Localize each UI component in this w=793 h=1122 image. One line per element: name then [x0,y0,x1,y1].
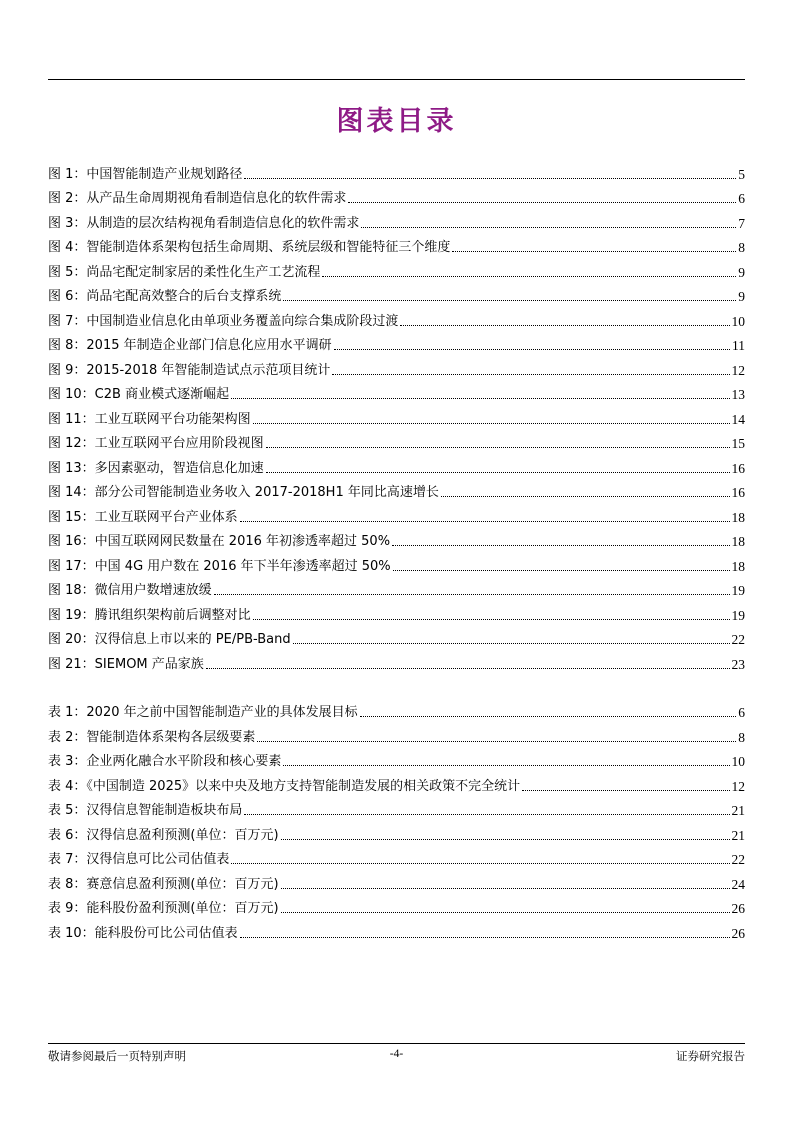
toc-entry-label: 表 3：企业两化融合水平阶段和核心要素 [48,754,282,769]
footer-report-type: 证券研究报告 [676,1049,745,1063]
toc-entry-label: 图 11：工业互联网平台功能架构图 [48,411,251,427]
toc-entry-label: 图 9：2015-2018 年智能制造试点示范项目统计 [48,362,331,378]
toc-entry-label: 图 4：智能制造体系架构包括生命周期、系统层级和智能特征三个维度 [48,240,451,255]
dot-leader [266,447,730,448]
toc-entry-label: 图 17：中国 4G 用户数在 2016 年下半年渗透率超过 50% [48,558,391,574]
toc-entry-page: 6 [738,191,745,206]
toc-entry-label: 表 1：2020 年之前中国智能制造产业的具体发展目标 [48,705,358,720]
dot-leader [522,790,729,791]
dot-leader [322,276,736,277]
toc-entry-label: 表 8：赛意信息盈利预测(单位：百万元) [48,876,279,892]
toc-entry-page: 9 [738,264,745,280]
toc-entry-label: 图 16：中国互联网网民数量在 2016 年初渗透率超过 50% [48,534,391,549]
toc-entry-page: 23 [731,656,745,672]
toc-entry[interactable] [48,794,745,819]
toc-entry-page: 8 [738,729,745,745]
toc-entry[interactable] [48,353,745,378]
dot-leader [348,202,736,203]
toc-entry-label: 图 15：工业互联网平台产业体系 [48,509,238,525]
dot-leader [266,472,730,473]
toc-entry-label: 表 4：《中国制造 2025》以来中央及地方支持智能制造发展的相关政策不完全统计 [48,778,521,794]
toc-entry-label: 图 19：腾讯组织架构前后调整对比 [48,607,251,623]
toc-entry[interactable] [48,867,745,892]
dot-leader [253,423,730,424]
toc-entry[interactable] [48,525,745,550]
toc-entry-page: 26 [731,925,745,941]
dot-leader [283,765,729,766]
toc-entry-page: 19 [731,583,745,598]
toc-entry-label: 图 13：多因素驱动，智造信息化加速 [48,460,264,476]
toc-entry[interactable] [48,476,745,501]
toc-entry-label: 图 1：中国智能制造产业规划路径 [48,166,243,182]
toc-entry[interactable] [48,231,745,256]
toc-entry-label: 表 5：汉得信息智能制造板块布局 [48,803,243,818]
toc-entry-page: 11 [732,338,745,353]
dot-leader [281,912,730,913]
section-gap [48,672,745,696]
toc-entry-page: 26 [731,901,745,916]
footer-disclaimer: 敬请参阅最后一页特别声明 [48,1049,186,1063]
toc-entry[interactable] [48,769,745,794]
toc-entry-page: 18 [731,534,745,549]
toc-entry-label: 表 6：汉得信息盈利预测(单位：百万元) [48,827,279,843]
toc-entry-label: 图 8：2015 年制造企业部门信息化应用水平调研 [48,338,332,353]
toc-entry[interactable] [48,720,745,745]
toc-entry-page: 22 [731,852,745,867]
toc-entry-page: 12 [731,362,745,378]
toc-entry[interactable] [48,647,745,672]
toc-entry[interactable] [48,329,745,354]
dot-leader [206,668,730,669]
dot-leader [214,594,730,595]
toc-entry-label: 图 21：SIEMOM 产品家族 [48,656,204,672]
figures-list [48,157,745,672]
toc-entry[interactable] [48,402,745,427]
toc-entry[interactable] [48,818,745,843]
dot-leader [231,398,729,399]
toc-entry-label: 表 10：能科股份可比公司估值表 [48,925,238,941]
dot-leader [244,814,729,815]
toc-entry-page: 18 [731,509,745,525]
toc-entry-label: 图 20：汉得信息上市以来的 PE/PB-Band [48,632,291,647]
toc-entry-page: 21 [731,827,745,843]
dot-leader [400,325,729,326]
toc-entry-label: 图 3：从制造的层次结构视角看制造信息化的软件需求 [48,215,360,231]
toc-entry-page: 21 [731,803,745,818]
toc-entry[interactable] [48,157,745,182]
toc-entry-page: 16 [731,460,745,476]
toc-entry[interactable] [48,280,745,305]
dot-leader [332,374,729,375]
toc-entry-label: 表 9：能科股份盈利预测(单位：百万元) [48,901,279,916]
toc-entry-label: 图 2：从产品生命周期视角看制造信息化的软件需求 [48,191,347,206]
toc-entry[interactable] [48,574,745,599]
header-rule [48,79,745,80]
dot-leader [257,741,736,742]
toc-entry-page: 24 [731,876,745,892]
toc-entry[interactable] [48,500,745,525]
toc-entry-label: 图 7：中国制造业信息化由单项业务覆盖向综合集成阶段过渡 [48,313,399,329]
toc-entry-page: 15 [731,436,745,451]
toc-entry-label: 图 10：C2B 商业模式逐渐崛起 [48,387,230,402]
toc-entry-page: 12 [731,778,745,794]
toc-entry-page: 10 [731,754,745,769]
toc-entry-label: 图 12：工业互联网平台应用阶段视图 [48,436,264,451]
toc-entry[interactable] [48,549,745,574]
dot-leader [393,570,730,571]
toc-entry[interactable] [48,623,745,648]
toc-entry-label: 表 2：智能制造体系架构各层级要素 [48,729,256,745]
toc-entry[interactable] [48,916,745,941]
toc-entry-label: 图 18：微信用户数增速放缓 [48,583,212,598]
dot-leader [283,300,736,301]
dot-leader [361,227,736,228]
dot-leader [253,619,730,620]
toc-entry[interactable] [48,304,745,329]
page-title: 图表目录 [336,106,457,137]
dot-leader [452,251,736,252]
dot-leader [281,839,730,840]
toc-entry-page: 10 [731,313,745,329]
toc-entry-page: 22 [731,632,745,647]
dot-leader [293,643,730,644]
toc-entry-page: 9 [738,289,745,304]
toc-entry[interactable] [48,696,745,721]
toc-entry[interactable] [48,427,745,452]
toc-entry-label: 表 7：汉得信息可比公司估值表 [48,852,230,867]
dot-leader [281,888,730,889]
dot-leader [240,521,730,522]
toc-entry[interactable] [48,182,745,207]
dot-leader [244,178,736,179]
toc-entry-page: 18 [731,558,745,574]
dot-leader [334,349,730,350]
toc-entry-page: 8 [738,240,745,255]
dot-leader [240,937,730,938]
table-of-figures [48,157,745,941]
dot-leader [360,716,737,717]
toc-entry[interactable] [48,745,745,770]
toc-entry-label: 图 6：尚品宅配高效整合的后台支撑系统 [48,289,282,304]
toc-entry-page: 16 [731,485,745,500]
dot-leader [231,863,729,864]
toc-entry-label: 图 5：尚品宅配定制家居的柔性化生产工艺流程 [48,264,321,280]
toc-entry[interactable] [48,892,745,917]
toc-entry-page: 14 [731,411,745,427]
footer-rule [48,1043,745,1044]
toc-entry-label: 图 14：部分公司智能制造业务收入 2017-2018H1 年同比高速增长 [48,485,439,500]
toc-entry[interactable] [48,378,745,403]
toc-entry-page: 19 [731,607,745,623]
tables-list [48,696,745,941]
toc-entry[interactable] [48,255,745,280]
dot-leader [441,496,730,497]
toc-entry-page: 7 [738,215,745,231]
toc-entry[interactable] [48,206,745,231]
toc-entry[interactable] [48,843,745,868]
toc-entry-page: 13 [731,387,745,402]
toc-entry[interactable] [48,451,745,476]
dot-leader [392,545,729,546]
page-number: -4- [389,1048,404,1060]
toc-entry-page: 6 [738,705,745,720]
toc-entry[interactable] [48,598,745,623]
toc-entry-page: 5 [738,166,745,182]
